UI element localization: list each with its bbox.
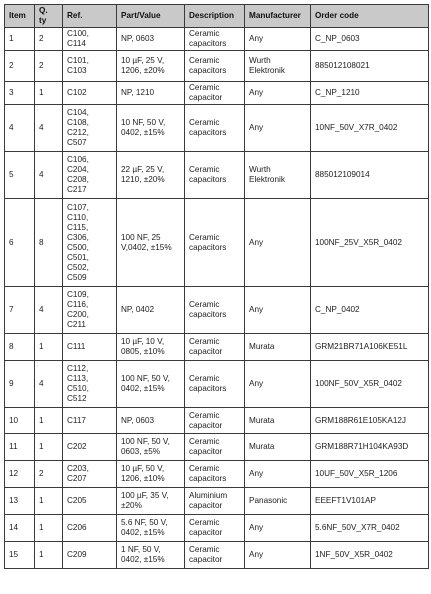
cell-order-code: 1NF_50V_X5R_0402 xyxy=(311,542,429,569)
bom-table-container xyxy=(4,4,429,569)
cell-order-code: EEEFT1V101AP xyxy=(311,488,429,515)
cell-reference: C209 xyxy=(63,542,117,569)
cell-quantity: 8 xyxy=(35,199,63,287)
cell-manufacturer: Any xyxy=(245,515,311,542)
table-row xyxy=(5,488,429,515)
cell-quantity: 4 xyxy=(35,152,63,199)
cell-item: 8 xyxy=(5,334,35,361)
cell-part-value: 100 µF, 35 V, ±20% xyxy=(117,488,185,515)
cell-manufacturer: Any xyxy=(245,105,311,152)
cell-part-value: 100 NF, 25 V,0402, ±15% xyxy=(117,199,185,287)
cell-part-value: 10 NF, 50 V, 0402, ±15% xyxy=(117,105,185,152)
cell-reference: C104, C108, C212, C507 xyxy=(63,105,117,152)
cell-order-code: 885012109014 xyxy=(311,152,429,199)
cell-manufacturer: Any xyxy=(245,199,311,287)
cell-part-value: 100 NF, 50 V, 0603, ±5% xyxy=(117,434,185,461)
cell-item: 10 xyxy=(5,408,35,434)
cell-quantity: 1 xyxy=(35,542,63,569)
table-header-row xyxy=(5,5,429,28)
cell-item: 5 xyxy=(5,152,35,199)
cell-order-code: C_NP_0603 xyxy=(311,28,429,51)
cell-description: Ceramic capacitor xyxy=(185,542,245,569)
cell-description: Ceramic capacitors xyxy=(185,199,245,287)
cell-description: Ceramic capacitor xyxy=(185,434,245,461)
cell-quantity: 1 xyxy=(35,82,63,105)
cell-description: Ceramic capacitors xyxy=(185,51,245,82)
cell-part-value: 10 µF, 25 V, 1206, ±20% xyxy=(117,51,185,82)
cell-part-value: 22 µF, 25 V, 1210, ±20% xyxy=(117,152,185,199)
cell-description: Ceramic capacitors xyxy=(185,28,245,51)
cell-description: Ceramic capacitors xyxy=(185,287,245,334)
cell-reference: C117 xyxy=(63,408,117,434)
table-row xyxy=(5,434,429,461)
cell-reference: C202 xyxy=(63,434,117,461)
cell-manufacturer: Any xyxy=(245,461,311,488)
cell-part-value: 10 µF, 50 V, 1206, ±10% xyxy=(117,461,185,488)
cell-quantity: 4 xyxy=(35,105,63,152)
cell-description: Ceramic capacitors xyxy=(185,152,245,199)
cell-reference: C106, C204, C208, C217 xyxy=(63,152,117,199)
cell-reference: C111 xyxy=(63,334,117,361)
cell-manufacturer: Wurth Elektronik xyxy=(245,51,311,82)
cell-quantity: 4 xyxy=(35,287,63,334)
cell-part-value: NP, 0603 xyxy=(117,28,185,51)
cell-quantity: 1 xyxy=(35,334,63,361)
table-row xyxy=(5,152,429,199)
cell-description: Ceramic capacitors xyxy=(185,361,245,408)
cell-quantity: 1 xyxy=(35,515,63,542)
cell-item: 13 xyxy=(5,488,35,515)
header-quantity: Q. ty xyxy=(35,5,63,28)
cell-reference: C109, C116, C200, C211 xyxy=(63,287,117,334)
table-row xyxy=(5,287,429,334)
table-row xyxy=(5,105,429,152)
cell-order-code: C_NP_1210 xyxy=(311,82,429,105)
cell-part-value: 5.6 NF, 50 V, 0402, ±15% xyxy=(117,515,185,542)
table-row xyxy=(5,515,429,542)
cell-manufacturer: Murata xyxy=(245,334,311,361)
cell-reference: C107, C110, C115, C306, C500, C501, C502, C509 xyxy=(63,199,117,287)
cell-quantity: 2 xyxy=(35,461,63,488)
cell-part-value: NP, 0402 xyxy=(117,287,185,334)
cell-reference: C205 xyxy=(63,488,117,515)
cell-manufacturer: Murata xyxy=(245,408,311,434)
table-row xyxy=(5,361,429,408)
cell-item: 6 xyxy=(5,199,35,287)
table-row xyxy=(5,82,429,105)
header-order-code: Order code xyxy=(311,5,429,28)
cell-reference: C102 xyxy=(63,82,117,105)
table-row xyxy=(5,334,429,361)
cell-order-code: 100NF_50V_X5R_0402 xyxy=(311,361,429,408)
cell-manufacturer: Any xyxy=(245,28,311,51)
cell-description: Ceramic capacitor xyxy=(185,515,245,542)
cell-reference: C206 xyxy=(63,515,117,542)
cell-description: Ceramic capacitors xyxy=(185,105,245,152)
header-reference: Ref. xyxy=(63,5,117,28)
cell-quantity: 2 xyxy=(35,28,63,51)
table-row xyxy=(5,51,429,82)
cell-description: Ceramic capacitor xyxy=(185,334,245,361)
table-row xyxy=(5,199,429,287)
cell-order-code: 10UF_50V_X5R_1206 xyxy=(311,461,429,488)
header-item: Item xyxy=(5,5,35,28)
cell-part-value: NP, 0603 xyxy=(117,408,185,434)
cell-item: 1 xyxy=(5,28,35,51)
cell-manufacturer: Any xyxy=(245,361,311,408)
cell-quantity: 1 xyxy=(35,408,63,434)
cell-quantity: 1 xyxy=(35,434,63,461)
cell-item: 3 xyxy=(5,82,35,105)
cell-item: 7 xyxy=(5,287,35,334)
cell-reference: C100, C114 xyxy=(63,28,117,51)
header-description: Description xyxy=(185,5,245,28)
table-row xyxy=(5,461,429,488)
cell-part-value: NP, 1210 xyxy=(117,82,185,105)
bill-of-materials-table xyxy=(4,4,429,569)
cell-manufacturer: Any xyxy=(245,287,311,334)
cell-order-code: C_NP_0402 xyxy=(311,287,429,334)
header-part-value: Part/Value xyxy=(117,5,185,28)
cell-manufacturer: Wurth Elektronik xyxy=(245,152,311,199)
cell-order-code: 885012108021 xyxy=(311,51,429,82)
header-manufacturer: Manufacturer xyxy=(245,5,311,28)
cell-quantity: 1 xyxy=(35,488,63,515)
cell-order-code: GRM188R71H104KA93D xyxy=(311,434,429,461)
cell-item: 4 xyxy=(5,105,35,152)
cell-reference: C203, C207 xyxy=(63,461,117,488)
cell-order-code: 5.6NF_50V_X7R_0402 xyxy=(311,515,429,542)
table-row xyxy=(5,28,429,51)
cell-description: Ceramic capacitors xyxy=(185,461,245,488)
cell-part-value: 100 NF, 50 V, 0402, ±15% xyxy=(117,361,185,408)
cell-quantity: 4 xyxy=(35,361,63,408)
cell-order-code: GRM188R61E105KA12J xyxy=(311,408,429,434)
cell-order-code: 10NF_50V_X7R_0402 xyxy=(311,105,429,152)
cell-item: 9 xyxy=(5,361,35,408)
cell-part-value: 1 NF, 50 V, 0402, ±15% xyxy=(117,542,185,569)
cell-manufacturer: Any xyxy=(245,82,311,105)
cell-description: Aluminium capacitor xyxy=(185,488,245,515)
cell-description: Ceramic capacitor xyxy=(185,82,245,105)
cell-order-code: 100NF_25V_X5R_0402 xyxy=(311,199,429,287)
cell-item: 12 xyxy=(5,461,35,488)
cell-manufacturer: Murata xyxy=(245,434,311,461)
table-row xyxy=(5,408,429,434)
cell-reference: C112, C113, C510, C512 xyxy=(63,361,117,408)
cell-manufacturer: Panasonic xyxy=(245,488,311,515)
cell-quantity: 2 xyxy=(35,51,63,82)
cell-manufacturer: Any xyxy=(245,542,311,569)
table-row xyxy=(5,542,429,569)
cell-item: 14 xyxy=(5,515,35,542)
cell-reference: C101, C103 xyxy=(63,51,117,82)
cell-part-value: 10 µF, 10 V, 0805, ±10% xyxy=(117,334,185,361)
cell-item: 2 xyxy=(5,51,35,82)
cell-description: Ceramic capacitor xyxy=(185,408,245,434)
cell-order-code: GRM21BR71A106KE51L xyxy=(311,334,429,361)
cell-item: 15 xyxy=(5,542,35,569)
cell-item: 11 xyxy=(5,434,35,461)
